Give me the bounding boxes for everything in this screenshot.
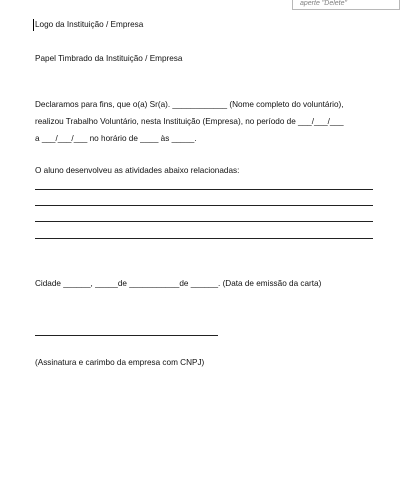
declaration-line-1[interactable]: Declaramos para fins, que o(a) Sr(a). ____________ (Nome completo do voluntário), — [35, 100, 344, 109]
activity-blank-line-4[interactable] — [35, 238, 373, 239]
margin-comment[interactable] — [292, 0, 400, 10]
activities-intro-line[interactable]: O aluno desenvolveu as atividades abaixo relacionadas: — [35, 166, 240, 175]
declaration-line-3[interactable]: a ___/___/___ no horário de ____ às _____. — [35, 134, 197, 143]
logo-placeholder-line[interactable]: Logo da Instituição / Empresa — [35, 20, 144, 29]
declaration-line-2[interactable]: realizou Trabalho Voluntário, nesta Instituição (Empresa), no período de ___/___/___ — [35, 117, 344, 126]
signature-caption[interactable]: (Assinatura e carimbo da empresa com CNPJ) — [35, 358, 205, 367]
margin-comment-text: aperte "Delete" — [300, 0, 347, 7]
activity-blank-line-2[interactable] — [35, 205, 373, 206]
text-cursor — [33, 19, 34, 31]
date-line[interactable]: Cidade ______, _____de ___________de ______. (Data de emissão da carta) — [35, 279, 322, 288]
activity-blank-line-1[interactable] — [35, 189, 373, 190]
letterhead-placeholder-line[interactable]: Papel Timbrado da Instituição / Empresa — [35, 54, 183, 63]
signature-line[interactable] — [35, 335, 218, 336]
activity-blank-line-3[interactable] — [35, 221, 373, 222]
